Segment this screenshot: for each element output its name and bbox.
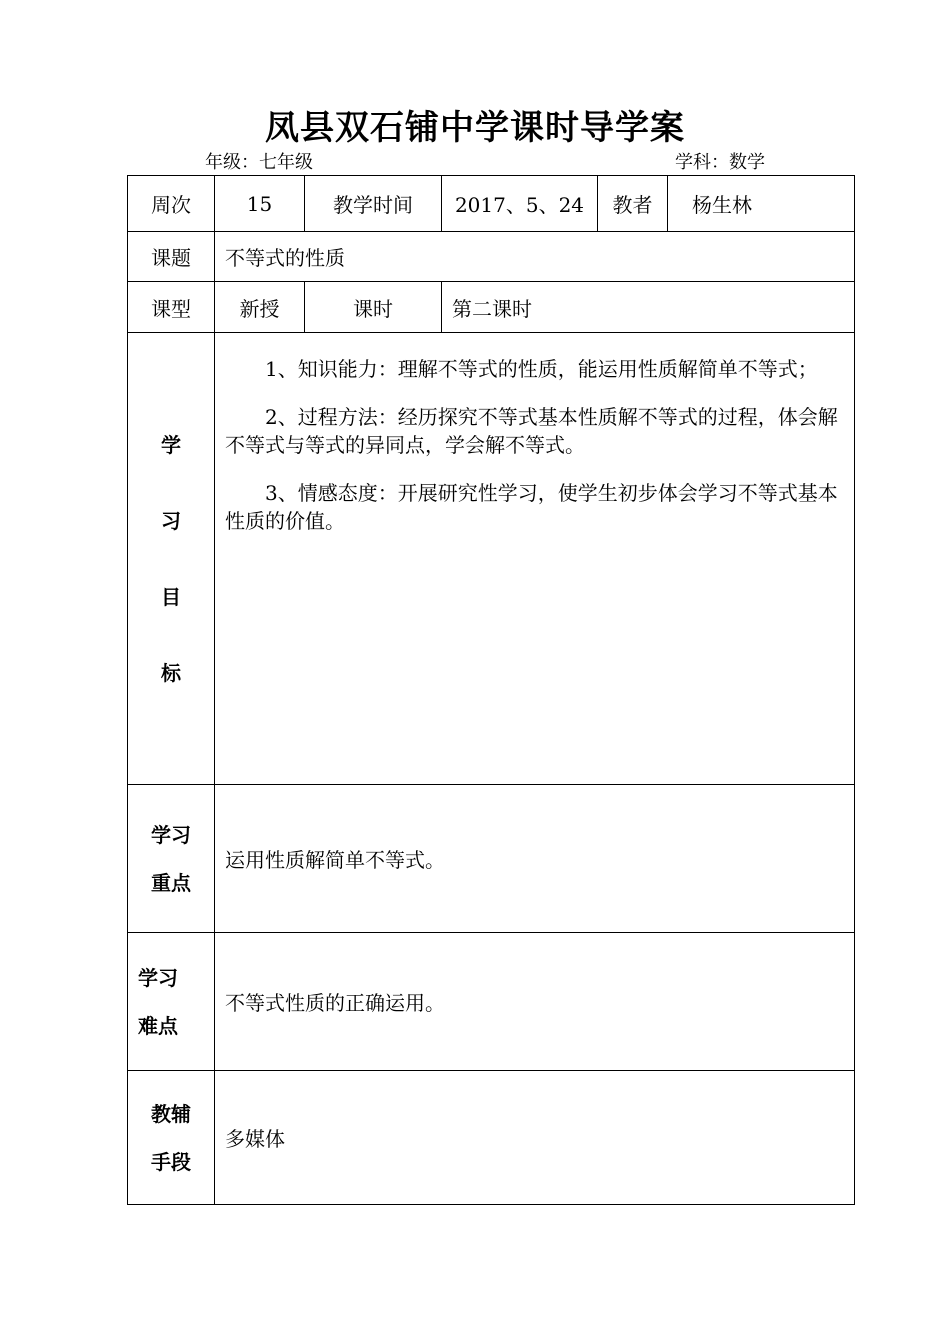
teacher-value: 杨生林 [668,176,855,232]
aids-label [128,1071,215,1205]
difficulties-label [128,933,215,1071]
difficulties-label-line: 学习 [138,965,178,990]
difficulties-value: 不等式性质的正确运用。 [215,933,855,1071]
week-value: 15 [215,176,305,232]
period-value: 第二课时 [442,282,855,333]
type-value: 新授 [215,282,305,333]
page-title: 凤县双石铺中学课时导学案 [265,108,685,148]
subject-label: 学科：数学 [675,152,765,173]
lesson-plan-table [127,175,855,1205]
key-points-value: 运用性质解简单不等式。 [215,785,855,933]
difficulties-row [128,933,855,1071]
info-row [128,176,855,232]
key-points-label [128,785,215,933]
difficulties-label-line: 难点 [138,1013,178,1038]
aids-value: 多媒体 [215,1071,855,1205]
key-points-label-line: 重点 [151,870,191,895]
objective-item: 3、情感态度：开展研究性学习，使学生初步体会学习不等式基本性质的价值。 [225,481,838,533]
objective-item: 1、知识能力：理解不等式的性质，能运用性质解简单不等式； [265,357,818,381]
teaching-time-value: 2017、5、24 [442,176,598,232]
objectives-label [128,333,215,785]
objective-item: 2、过程方法：经历探究不等式基本性质解不等式的过程，体会解不等式与等式的异同点，学会解不等式。 [225,405,838,457]
key-points-row [128,785,855,933]
teacher-label: 教者 [598,176,668,232]
topic-label: 课题 [128,232,215,282]
topic-value: 不等式的性质 [215,232,855,282]
topic-row [128,232,855,282]
period-label: 课时 [305,282,442,333]
type-row [128,282,855,333]
type-label: 课型 [128,282,215,333]
objectives-label-char: 习 [161,508,181,533]
objectives-label-char: 标 [161,660,181,685]
objectives-content [215,333,855,785]
grade-label: 年级：七年级 [205,152,313,173]
aids-label-line: 手段 [151,1149,191,1174]
teaching-time-label: 教学时间 [305,176,442,232]
objectives-label-char: 目 [161,584,181,609]
aids-row [128,1071,855,1205]
objectives-label-char: 学 [161,432,181,457]
aids-label-line: 教辅 [151,1101,191,1126]
key-points-label-line: 学习 [151,822,191,847]
week-label: 周次 [128,176,215,232]
objectives-row [128,333,855,785]
